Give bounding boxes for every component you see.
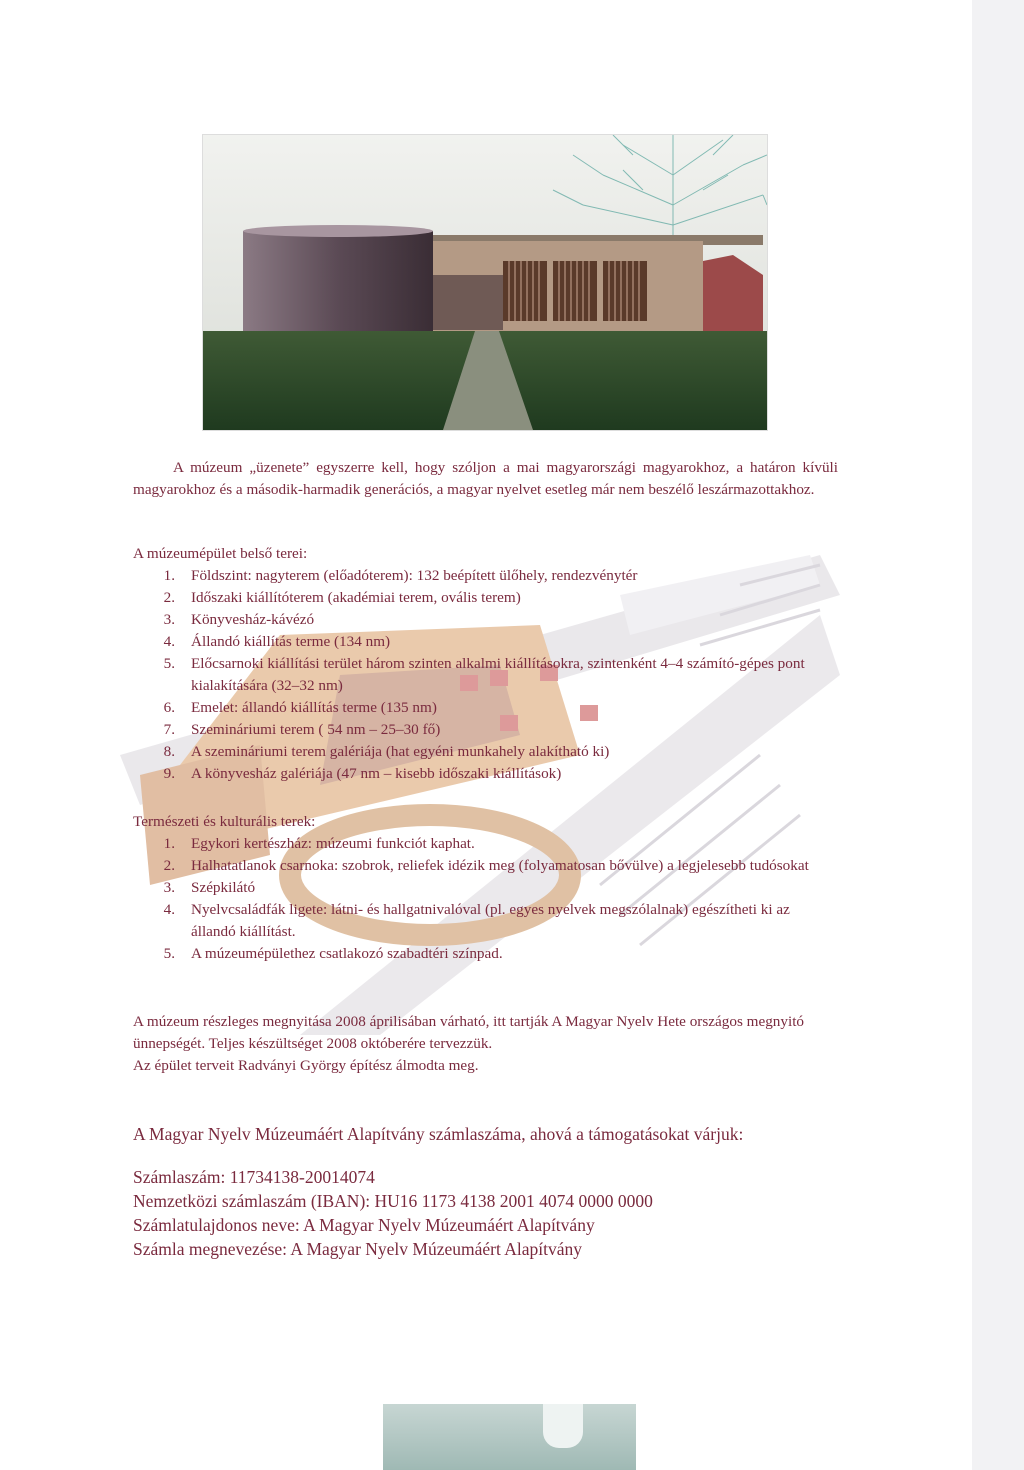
bank-intro: A Magyar Nyelv Múzeumáért Alapítvány számlaszáma, ahová a támogatásokat várjuk: bbox=[133, 1124, 744, 1144]
opening-text: A múzeum részleges megnyitása 2008 áprilisában várható, itt tartják A Magyar Nyelv Hete országos megnyitó ünnepségét. Teljes készültséget 2008 októberére tervezzük. bbox=[133, 1013, 805, 1052]
list-item: 3. Könyvesház-kávézó bbox=[163, 611, 315, 628]
nature-heading: Természeti és kulturális terek: bbox=[133, 813, 316, 830]
list-item: 4. Állandó kiállítás terme (134 nm) bbox=[163, 633, 391, 650]
list-item: 7. Szemináriumi terem ( 54 nm – 25–30 fő) bbox=[163, 721, 441, 738]
opening-section bbox=[133, 1011, 838, 1077]
interiors-list bbox=[133, 565, 838, 785]
account-holder: Számlatulajdonos neve: A Magyar Nyelv Múzeumáért Alapítvány bbox=[133, 1215, 595, 1235]
page-edge bbox=[972, 0, 1024, 1470]
list-item: 3. Szépkilátó bbox=[163, 879, 256, 896]
bottom-decorative-tab bbox=[383, 1404, 636, 1470]
tab-notch bbox=[543, 1404, 583, 1448]
museum-building-photo bbox=[202, 134, 768, 431]
list-item: 9. A könyvesház galériája (47 nm – kisebb időszaki kiállítások) bbox=[163, 765, 562, 782]
list-item: 2. Halhatatlanok csarnoka: szobrok, reliefek idézik meg (folyamatosan bővülve) a legjelesebb tudósokat bbox=[163, 857, 809, 874]
list-item: 1. Egykori kertészház: múzeumi funkciót kaphat. bbox=[163, 835, 475, 852]
nature-list bbox=[133, 833, 838, 965]
iban-number: Nemzetközi számlaszám (IBAN): HU16 1173 4138 2001 4074 0000 0000 bbox=[133, 1191, 653, 1211]
account-number: Számlaszám: 11734138-20014074 bbox=[133, 1167, 375, 1187]
list-item: 2. Időszaki kiállítóterem (akadémiai terem, ovális terem) bbox=[163, 589, 521, 606]
list-item: 4. Nyelvcsaládfák ligete: látni- és hallgatnivalóval (pl. egyes nyelvek megszólalnak) egészítheti ki az állandó kiállítást. bbox=[163, 901, 790, 940]
bank-section bbox=[133, 1121, 838, 1261]
list-item: 5. Előcsarnoki kiállítási terület három szinten alkalmi kiállításokra, szintenként 4–4 számító-gépes pont kialakítására (32–32 nm) bbox=[163, 655, 805, 694]
intro-text: A múzeum „üzenete” egyszerre kell, hogy szóljon a mai magyarországi magyarokhoz, a határon kívüli magyarokhoz és a második-harmadik generációs, a magyar nyelvet esetleg már nem beszélő leszármazottakhoz. bbox=[133, 459, 838, 498]
nature-section bbox=[133, 811, 838, 965]
interiors-section bbox=[133, 543, 838, 785]
list-item: 6. Emelet: állandó kiállítás terme (135 nm) bbox=[163, 699, 437, 716]
account-name: Számla megnevezése: A Magyar Nyelv Múzeumáért Alapítvány bbox=[133, 1239, 583, 1259]
list-item: 5. A múzeumépülethez csatlakozó szabadtéri színpad. bbox=[163, 945, 503, 962]
interiors-heading: A múzeumépület belső terei: bbox=[133, 545, 308, 562]
list-item: 8. A szemináriumi terem galériája (hat egyéni munkahely alakítható ki) bbox=[163, 743, 610, 760]
list-item: 1. Földszint: nagyterem (előadóterem): 132 beépített ülőhely, rendezvénytér bbox=[163, 567, 638, 584]
architect-text: Az épület terveit Radványi György építész álmodta meg. bbox=[133, 1057, 479, 1074]
intro-paragraph bbox=[133, 457, 838, 501]
